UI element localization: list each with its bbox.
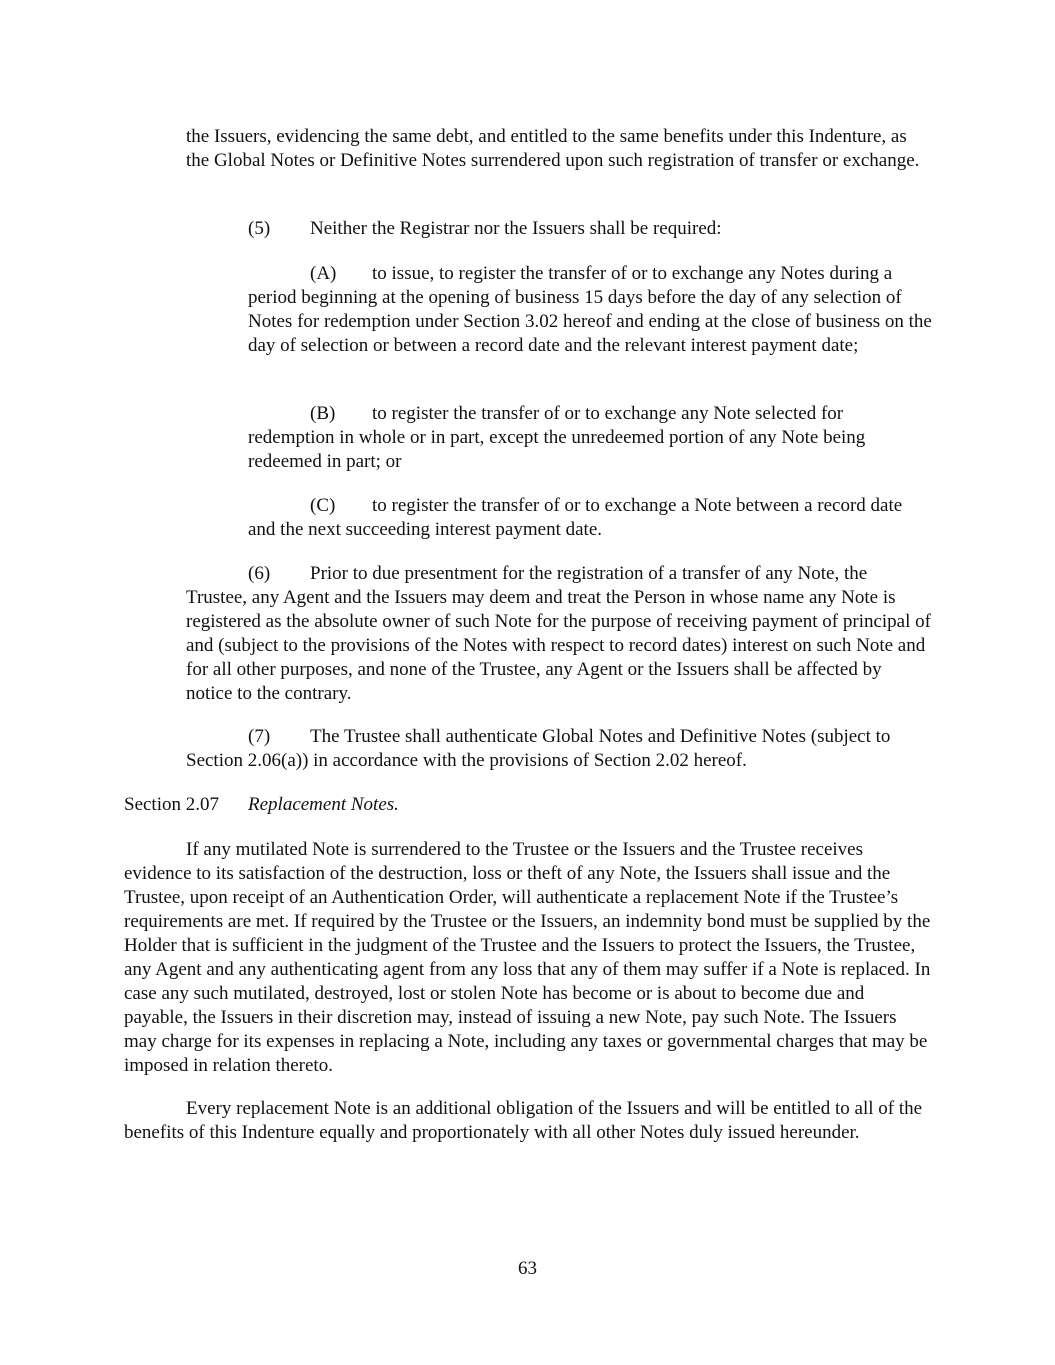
item-6-number: (6): [248, 563, 271, 584]
item-5-c: [248, 494, 932, 542]
intro-continuation-paragraph: the Issuers, evidencing the same debt, and entitled to the same benefits under this Indenture, as the Global Notes or Definitive Notes surrendered upon such registration of transfer or exchange.: [186, 126, 920, 171]
page-number: 63: [518, 1258, 537, 1279]
replacement-notes-paragraph-2: Every replacement Note is an additional obligation of the Issuers and will be entitled to all of the benefits of this Indenture equally and proportionately with all other Notes duly issued hereunder.: [124, 1098, 923, 1143]
item-5-b-number: (B): [310, 403, 336, 424]
section-title: Replacement Notes.: [248, 794, 399, 815]
item-5-c-text: to register the transfer of or to exchange a Note between a record date and the next succeeding interest payment date.: [248, 495, 903, 540]
item-5-a-number: (A): [310, 263, 337, 284]
item-5-b-text: to register the transfer of or to exchange any Note selected for redemption in whole or in part, except the unredeemed portion of any Note being redeemed in part; or: [248, 403, 866, 472]
section-number: Section 2.07: [124, 794, 219, 815]
section-heading: [124, 793, 932, 817]
item-7: [186, 725, 932, 773]
item-6-text: Prior to due presentment for the registration of a transfer of any Note, the Trustee, any Agent and the Issuers may deem and treat the Person in whose name any Note is registered as the absolute owner of such Note for the purpose of receiving payment of principal of and (subject to the provisions of the Notes with respect to record dates) interest on such Note and for all other purposes, and none of the Trustee, any Agent or the Issuers shall be affected by notice to the contrary.: [186, 563, 931, 704]
item-6: [186, 562, 932, 706]
item-5-b: [248, 402, 932, 474]
item-5-c-number: (C): [310, 495, 336, 516]
item-5: [248, 217, 938, 241]
item-5-a: [248, 262, 932, 358]
item-5-text: Neither the Registrar nor the Issuers shall be required:: [310, 218, 722, 239]
item-5-number: (5): [248, 218, 271, 239]
item-7-text: The Trustee shall authenticate Global Notes and Definitive Notes (subject to Section 2.06(a)) in accordance with the provisions of Section 2.02 hereof.: [186, 726, 891, 771]
item-7-number: (7): [248, 726, 271, 747]
item-5-a-text: to issue, to register the transfer of or to exchange any Notes during a period beginning at the opening of business 15 days before the day of any selection of Notes for redemption under Section 3.02 hereof and ending at the close of business on the day of selection or between a record date and the relevant interest payment date;: [248, 263, 932, 356]
replacement-notes-paragraph-1: If any mutilated Note is surrendered to the Trustee or the Issuers and the Trustee receives evidence to its satisfaction of the destruction, loss or theft of any Note, the Issuers shall issue and the Trustee, upon receipt of an Authentication Order, will authenticate a replacement Note if the Trustee’s requirements are met. If required by the Trustee or the Issuers, an indemnity bond must be supplied by the Holder that is sufficient in the judgment of the Trustee and the Issuers to protect the Issuers, the Trustee, any Agent and any authenticating agent from any loss that any of them may suffer if a Note is replaced. In case any such mutilated, destroyed, lost or stolen Note has become or is about to become due and payable, the Issuers in their discretion may, instead of issuing a new Note, pay such Note. The Issuers may charge for its expenses in replacing a Note, including any taxes or governmental charges that may be imposed in relation thereto.: [124, 839, 931, 1076]
